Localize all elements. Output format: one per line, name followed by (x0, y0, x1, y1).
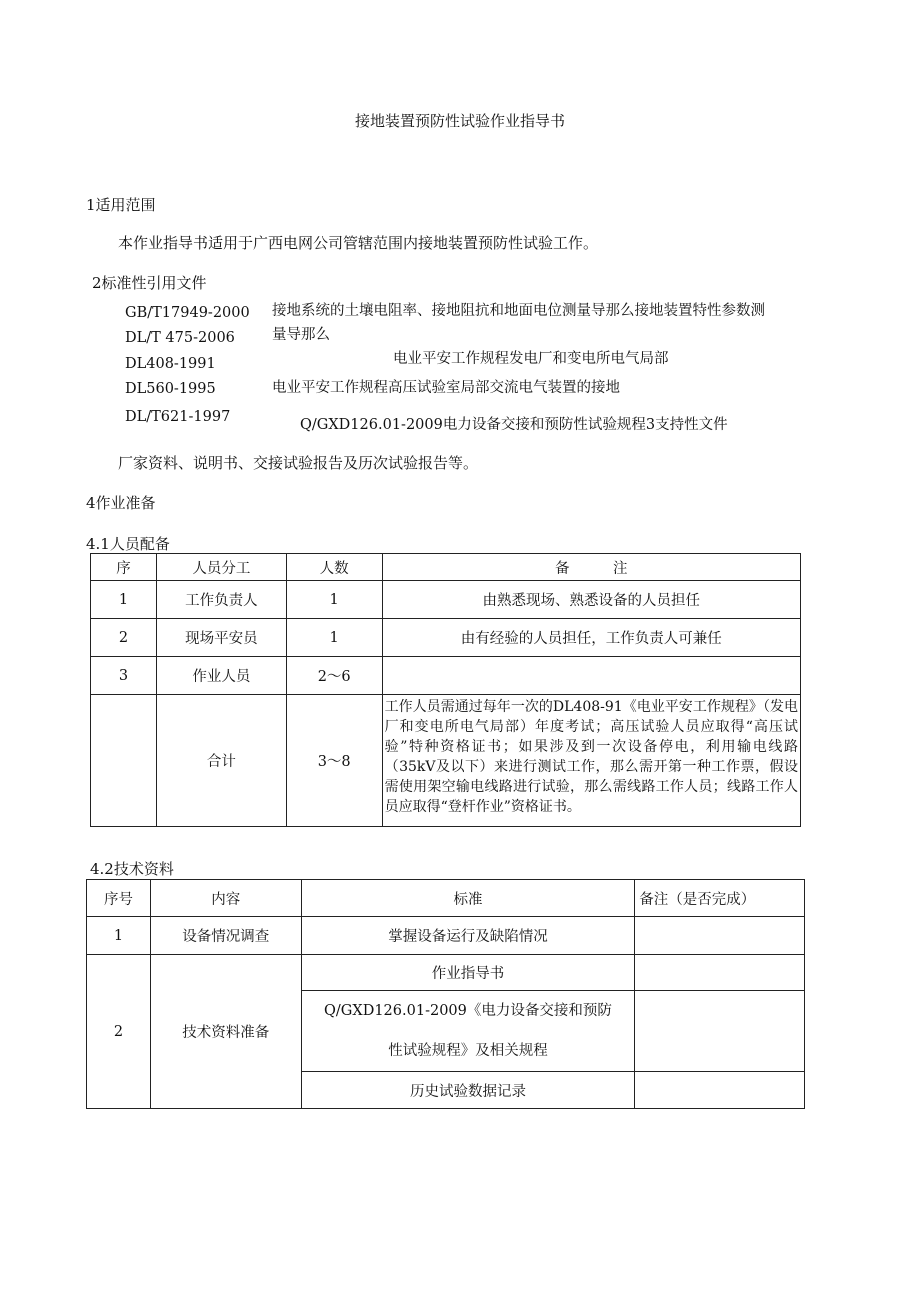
ref-code-3: DL408-1991 (125, 356, 216, 372)
ref-code-2: DL/T 475-2006 (125, 330, 235, 346)
section-4-2-heading: 4.2技术资料 (90, 860, 174, 878)
ref-desc-1a: 接地系统的土壤电阻率、接地阻抗和地面电位测量导那么接地装置特性参数测 (272, 303, 765, 319)
header-cell: 标准 (301, 880, 635, 917)
row-role: 工作负责人 (156, 581, 286, 619)
row-remark (635, 991, 805, 1072)
header-cell: 备 注 (382, 554, 800, 581)
table-header-row (91, 554, 801, 581)
ref-code-1: GB/T17949-2000 (125, 305, 250, 321)
row-no (91, 695, 157, 827)
row-role: 合计 (156, 695, 286, 827)
header-cell: 人数 (286, 554, 382, 581)
section-4-heading: 4作业准备 (86, 494, 156, 512)
row-no: 2 (87, 955, 151, 1109)
row-remark (635, 955, 805, 991)
section-4-1-heading: 4.1人员配备 (86, 535, 170, 553)
row-no: 1 (87, 917, 151, 955)
table-row (87, 917, 805, 955)
row-no: 3 (91, 657, 157, 695)
row-count: 3～8 (286, 695, 382, 827)
section-1-text: 本作业指导书适用于广西电网公司管辖范围内接地装置预防性试验工作。 (118, 234, 599, 252)
table-row (91, 657, 801, 695)
row-note: 由有经验的人员担任，工作负责人可兼任 (382, 619, 800, 657)
row-count: 1 (286, 581, 382, 619)
header-cell: 人员分工 (156, 554, 286, 581)
row-role: 现场平安员 (156, 619, 286, 657)
table-row-total (91, 695, 801, 827)
table-row (91, 581, 801, 619)
standard-line-2: 性试验规程》及相关规程 (388, 1043, 548, 1059)
row-no: 1 (91, 581, 157, 619)
ref-code-4: DL560-1995 (125, 381, 216, 397)
ref-desc-1b: 量导那么 (272, 327, 330, 343)
row-count: 2～6 (286, 657, 382, 695)
row-count: 1 (286, 619, 382, 657)
tech-docs-table (86, 879, 805, 1109)
row-standard: 历史试验数据记录 (301, 1072, 635, 1109)
section-2-heading: 2标准性引用文件 (92, 274, 207, 292)
row-note: 工作人员需通过每年一次的DL408-91《电业平安工作规程》（发电厂和变电所电气局部）年度考试；高压试验人员应取得“高压试验”特种资格证书；如果涉及到一次设备停电，利用输电线路（35kV及以下）来进行测试工作，那么需开第一种工作票，假设需使用架空输电线路进行试验，那么需线路工作人员；线路工作人员应取得“登杆作业”资格证书。 (382, 695, 800, 827)
ref-code-5: DL/T621-1997 (125, 409, 231, 425)
row-content: 设备情况调查 (150, 917, 301, 955)
page-title: 接地装置预防性试验作业指导书 (354, 112, 565, 130)
row-role: 作业人员 (156, 657, 286, 695)
ref-desc-4: Q/GXD126.01-2009电力设备交接和预防性试验规程3支持性文件 (300, 417, 728, 433)
table-header-row (87, 880, 805, 917)
row-note (382, 657, 800, 695)
row-remark (635, 917, 805, 955)
row-content: 技术资料准备 (150, 955, 301, 1109)
header-cell: 序 (91, 554, 157, 581)
header-cell: 备注（是否完成） (635, 880, 805, 917)
ref-desc-2: 电业平安工作规程发电厂和变电所电气局部 (393, 351, 669, 367)
row-remark (635, 1072, 805, 1109)
row-standard: 作业指导书 (301, 955, 635, 991)
header-cell: 内容 (150, 880, 301, 917)
section-1-heading: 1适用范围 (86, 196, 156, 214)
row-standard: 掌握设备运行及缺陷情况 (301, 917, 635, 955)
standard-line-1: Q/GXD126.01-2009《电力设备交接和预防 (324, 1003, 612, 1019)
header-cell: 序号 (87, 880, 151, 917)
ref-desc-3: 电业平安工作规程高压试验室局部交流电气装置的接地 (272, 380, 620, 396)
row-note: 由熟悉现场、熟悉设备的人员担任 (382, 581, 800, 619)
row-no: 2 (91, 619, 157, 657)
section-3-text: 厂家资料、说明书、交接试验报告及历次试验报告等。 (118, 454, 479, 472)
row-standard (301, 991, 635, 1072)
personnel-table (90, 553, 801, 827)
table-row (87, 955, 805, 991)
table-row (91, 619, 801, 657)
